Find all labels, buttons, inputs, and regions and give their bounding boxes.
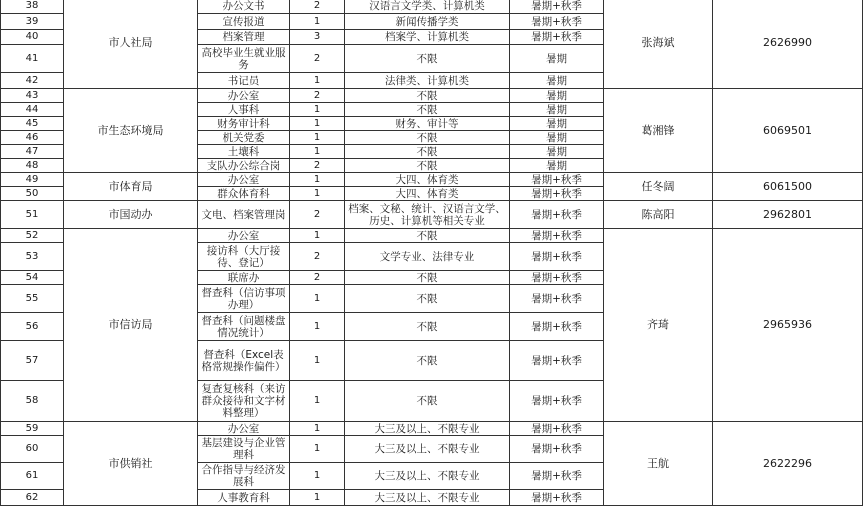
row-number: 46 (1, 131, 64, 145)
internship-period: 暑期+秋季 (510, 463, 604, 490)
contact-person: 张海斌 (604, 0, 713, 89)
internship-period: 暑期 (510, 145, 604, 159)
headcount: 1 (290, 422, 345, 436)
post-name: 宣传报道 (198, 14, 290, 30)
row-number: 59 (1, 422, 64, 436)
table-row (1, 229, 863, 243)
internship-period: 暑期+秋季 (510, 422, 604, 436)
major-requirement: 不限 (345, 341, 510, 381)
internship-period: 暑期+秋季 (510, 0, 604, 14)
table-body (1, 0, 863, 506)
department-cell: 市人社局 (64, 0, 198, 89)
post-name: 基层建设与企业管理科 (198, 436, 290, 463)
table-row (1, 173, 863, 187)
row-number: 43 (1, 89, 64, 103)
row-number: 57 (1, 341, 64, 381)
headcount: 1 (290, 173, 345, 187)
headcount: 1 (290, 313, 345, 341)
headcount: 1 (290, 229, 345, 243)
contact-person: 任冬阔 (604, 173, 713, 201)
post-name: 财务审计科 (198, 117, 290, 131)
post-name: 高校毕业生就业服务 (198, 45, 290, 73)
major-requirement: 不限 (345, 45, 510, 73)
post-name: 办公室 (198, 173, 290, 187)
row-number: 49 (1, 173, 64, 187)
internship-period: 暑期+秋季 (510, 14, 604, 30)
internship-period: 暑期 (510, 117, 604, 131)
internship-period: 暑期+秋季 (510, 271, 604, 285)
post-name: 书记员 (198, 73, 290, 89)
contact-phone: 6069501 (713, 89, 863, 173)
post-name: 办公室 (198, 422, 290, 436)
contact-person: 齐琦 (604, 229, 713, 422)
major-requirement: 不限 (345, 103, 510, 117)
post-name: 督查科（问题楼盘情况统计） (198, 313, 290, 341)
row-number: 60 (1, 436, 64, 463)
contact-phone: 2965936 (713, 229, 863, 422)
major-requirement: 不限 (345, 131, 510, 145)
contact-person: 王航 (604, 422, 713, 506)
headcount: 2 (290, 89, 345, 103)
row-number: 48 (1, 159, 64, 173)
major-requirement: 不限 (345, 313, 510, 341)
internship-period: 暑期+秋季 (510, 341, 604, 381)
headcount: 2 (290, 243, 345, 271)
major-requirement: 大三及以上、不限专业 (345, 490, 510, 506)
row-number: 55 (1, 285, 64, 313)
post-name: 接访科（大厅接待、登记） (198, 243, 290, 271)
major-requirement: 大三及以上、不限专业 (345, 463, 510, 490)
headcount: 1 (290, 117, 345, 131)
major-requirement: 档案学、计算机类 (345, 30, 510, 45)
major-requirement: 大三及以上、不限专业 (345, 436, 510, 463)
internship-period: 暑期+秋季 (510, 285, 604, 313)
department-cell: 市国动办 (64, 201, 198, 229)
post-name: 人事科 (198, 103, 290, 117)
department-cell: 市生态环境局 (64, 89, 198, 173)
row-number: 52 (1, 229, 64, 243)
contact-phone: 2622296 (713, 422, 863, 506)
row-number: 54 (1, 271, 64, 285)
headcount: 2 (290, 0, 345, 14)
internship-period: 暑期+秋季 (510, 243, 604, 271)
headcount: 1 (290, 436, 345, 463)
headcount: 2 (290, 201, 345, 229)
major-requirement: 不限 (345, 159, 510, 173)
headcount: 1 (290, 341, 345, 381)
headcount: 1 (290, 490, 345, 506)
row-number: 40 (1, 30, 64, 45)
major-requirement: 法律类、计算机类 (345, 73, 510, 89)
table-row (1, 422, 863, 436)
internship-period: 暑期 (510, 131, 604, 145)
internship-period: 暑期+秋季 (510, 313, 604, 341)
major-requirement: 不限 (345, 285, 510, 313)
row-number: 47 (1, 145, 64, 159)
table-row (1, 89, 863, 103)
headcount: 1 (290, 285, 345, 313)
major-requirement: 档案、文秘、统计、汉语言文学、历史、计算机等相关专业 (345, 201, 510, 229)
major-requirement: 不限 (345, 89, 510, 103)
major-requirement: 不限 (345, 381, 510, 422)
internship-period: 暑期+秋季 (510, 381, 604, 422)
row-number: 44 (1, 103, 64, 117)
post-name: 支队办公综合岗 (198, 159, 290, 173)
headcount: 1 (290, 381, 345, 422)
post-name: 土壤科 (198, 145, 290, 159)
post-name: 联席办 (198, 271, 290, 285)
row-number: 45 (1, 117, 64, 131)
row-number: 38 (1, 0, 64, 14)
post-name: 复查复核科（来访群众接待和文字材料整理） (198, 381, 290, 422)
post-name: 办公文书 (198, 0, 290, 14)
headcount: 2 (290, 45, 345, 73)
table-row (1, 0, 863, 14)
headcount: 1 (290, 145, 345, 159)
department-cell: 市体育局 (64, 173, 198, 201)
row-number: 42 (1, 73, 64, 89)
post-name: 督查科（Excel表格常规操作偏件） (198, 341, 290, 381)
row-number: 58 (1, 381, 64, 422)
row-number: 41 (1, 45, 64, 73)
headcount: 2 (290, 159, 345, 173)
major-requirement: 大四、体育类 (345, 187, 510, 201)
post-name: 办公室 (198, 229, 290, 243)
internship-period: 暑期+秋季 (510, 490, 604, 506)
major-requirement: 文学专业、法律专业 (345, 243, 510, 271)
major-requirement: 新闻传播学类 (345, 14, 510, 30)
major-requirement: 汉语言文学类、计算机类 (345, 0, 510, 14)
major-requirement: 不限 (345, 229, 510, 243)
headcount: 1 (290, 463, 345, 490)
internship-period: 暑期+秋季 (510, 173, 604, 187)
contact-person: 陈高阳 (604, 201, 713, 229)
internship-period: 暑期+秋季 (510, 187, 604, 201)
post-name: 群众体育科 (198, 187, 290, 201)
post-name: 办公室 (198, 89, 290, 103)
headcount: 1 (290, 73, 345, 89)
major-requirement: 大三及以上、不限专业 (345, 422, 510, 436)
internship-period: 暑期 (510, 103, 604, 117)
row-number: 53 (1, 243, 64, 271)
row-number: 39 (1, 14, 64, 30)
post-name: 督查科（信访事项办理） (198, 285, 290, 313)
post-name: 合作指导与经济发展科 (198, 463, 290, 490)
headcount: 3 (290, 30, 345, 45)
contact-phone: 2626990 (713, 0, 863, 89)
internship-period: 暑期+秋季 (510, 436, 604, 463)
post-name: 档案管理 (198, 30, 290, 45)
internship-period: 暑期 (510, 73, 604, 89)
department-cell: 市供销社 (64, 422, 198, 506)
internship-period: 暑期 (510, 159, 604, 173)
contact-person: 葛湘锋 (604, 89, 713, 173)
post-name: 机关党委 (198, 131, 290, 145)
headcount: 1 (290, 187, 345, 201)
contact-phone: 2962801 (713, 201, 863, 229)
internship-period: 暑期+秋季 (510, 229, 604, 243)
internship-period: 暑期+秋季 (510, 201, 604, 229)
row-number: 62 (1, 490, 64, 506)
contact-phone: 6061500 (713, 173, 863, 201)
internship-period: 暑期+秋季 (510, 30, 604, 45)
post-name: 文电、档案管理岗 (198, 201, 290, 229)
major-requirement: 不限 (345, 271, 510, 285)
table-row (1, 201, 863, 229)
major-requirement: 财务、审计等 (345, 117, 510, 131)
post-name: 人事教育科 (198, 490, 290, 506)
internship-period: 暑期 (510, 89, 604, 103)
row-number: 56 (1, 313, 64, 341)
major-requirement: 大四、体育类 (345, 173, 510, 187)
department-cell: 市信访局 (64, 229, 198, 422)
row-number: 61 (1, 463, 64, 490)
major-requirement: 不限 (345, 145, 510, 159)
row-number: 51 (1, 201, 64, 229)
row-number: 50 (1, 187, 64, 201)
headcount: 1 (290, 131, 345, 145)
headcount: 1 (290, 14, 345, 30)
headcount: 2 (290, 271, 345, 285)
internship-period: 暑期 (510, 45, 604, 73)
headcount: 1 (290, 103, 345, 117)
